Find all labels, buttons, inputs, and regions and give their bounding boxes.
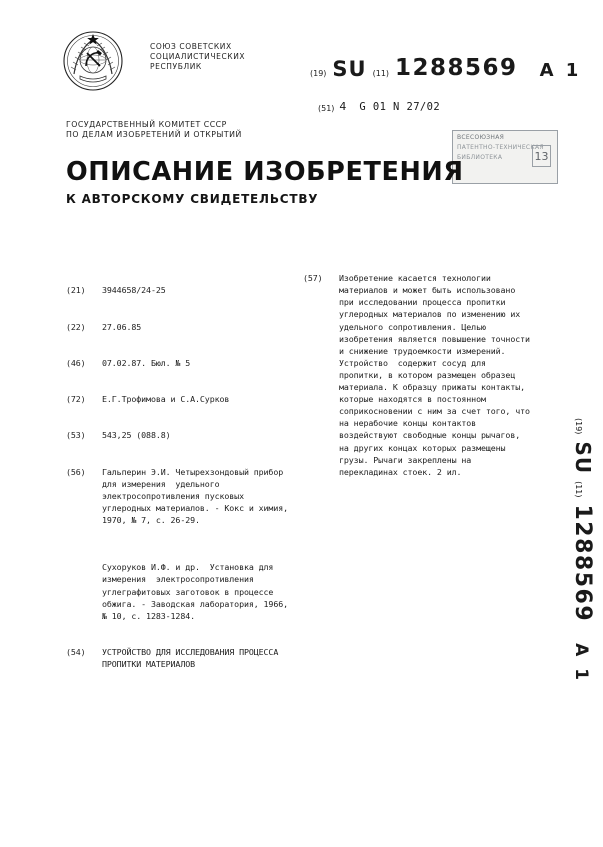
side-country-code: SU	[571, 441, 595, 475]
invention-title: УСТРОЙСТВО ДЛЯ ИССЛЕДОВАНИЯ ПРОЦЕССА ПРОПИТКИ МАТЕРИАЛОВ	[102, 647, 284, 670]
side-identification	[555, 418, 601, 718]
field-code-11: (11)	[372, 69, 390, 78]
document-identification	[310, 55, 581, 81]
stamp-line-2: ПАТЕНТНО-ТЕХНИЧЕСКАЯ	[457, 144, 544, 151]
kind-code: A 1	[539, 60, 582, 81]
stamp-line-3: БИБЛИОТЕКА	[457, 154, 503, 161]
field-code: (22)	[66, 321, 86, 332]
field-value: 543,25 (088.8)	[102, 430, 171, 441]
biblio-field	[66, 393, 290, 405]
field-code: (46)	[66, 357, 86, 368]
side-field-code-19: (19)	[574, 418, 583, 435]
library-stamp	[452, 130, 558, 184]
ipc-edition: 4	[339, 100, 347, 113]
issuing-union-label: СОЮЗ СОВЕТСКИХ СОЦИАЛИСТИЧЕСКИХ РЕСПУБЛИК	[150, 42, 246, 71]
field-code-57: (57)	[303, 273, 323, 284]
biblio-field	[66, 357, 290, 369]
field-code: (56)	[66, 466, 86, 477]
state-committee-label: ГОСУДАРСТВЕННЫЙ КОМИТЕТ СССР ПО ДЕЛАМ ИЗОБРЕТЕНИЙ И ОТКРЫТИЙ	[66, 120, 242, 139]
side-field-code-11: (11)	[574, 481, 583, 498]
ipc-code: G 01 N 27/02	[359, 101, 441, 113]
stamp-line-1: ВСЕСОЮЗНАЯ	[457, 134, 505, 141]
biblio-field-title	[66, 646, 290, 670]
bibliography-column	[66, 248, 293, 706]
field-code	[66, 561, 102, 621]
abstract-block	[303, 272, 535, 478]
biblio-field-references	[66, 466, 293, 526]
side-kind-code: A 1	[571, 643, 591, 684]
abstract-column	[303, 248, 535, 502]
biblio-field	[66, 321, 290, 333]
field-code: (21)	[66, 285, 86, 296]
field-code: (72)	[66, 394, 86, 405]
country-code: SU	[332, 57, 367, 81]
field-value: 3944658/24-25	[102, 285, 166, 296]
biblio-field-reference-2	[66, 561, 293, 621]
field-value: 27.06.85	[102, 321, 142, 332]
abstract-text: Изобретение касается технологии материалов и может быть использовано при исследовании процесса пропитки углеродных материалов по изменению их удельного сопротивления. Целью изобретения является повышение точности и снижение трудоемкости измерений. Устройство содержит сосуд для пропитки, в котором размещен образец материала. К образцу прижаты контакты, которые находятся в постоянном соприкосновении с ним за счет того, что на нерабочие концы контактов воздействуют свободные концы рычагов, на других концах которых размещены грузы. Рычаги закреплены на перекладинах стоек. 2 ил.	[339, 273, 535, 477]
field-code: (54)	[66, 647, 86, 657]
ussr-state-emblem	[62, 30, 124, 92]
side-patent-number: 1288569	[570, 504, 595, 623]
field-value: 07.02.87. Бюл. № 5	[102, 357, 191, 368]
biblio-field	[66, 429, 290, 441]
field-value: Сухоруков И.Ф. и др. Установка для измерения электросопротивления углеграфитовых заготовок в процессе обжига. - Заводская лаборатория, 1966, № 10, с. 1283-1284.	[102, 562, 293, 621]
stamp-digit-box: 13	[532, 145, 551, 167]
classification-line	[318, 100, 440, 113]
page-title: ОПИСАНИЕ ИЗОБРЕТЕНИЯ	[66, 157, 464, 187]
field-value: Гальперин Э.И. Четырехзондовый прибор для измерения удельного электросопротивления пусковых углеродных материалов. - Кокс и химия, 1970, № 7, с. 26-29.	[102, 466, 293, 526]
field-code-19: (19)	[310, 69, 327, 78]
field-code-51: (51)	[318, 104, 335, 113]
biblio-field	[66, 284, 290, 296]
page-subtitle: К АВТОРСКОМУ СВИДЕТЕЛЬСТВУ	[66, 192, 319, 206]
field-value: Е.Г.Трофимова и С.А.Сурков	[102, 394, 230, 405]
field-code: (53)	[66, 430, 86, 441]
patent-number: 1288569	[395, 55, 518, 81]
